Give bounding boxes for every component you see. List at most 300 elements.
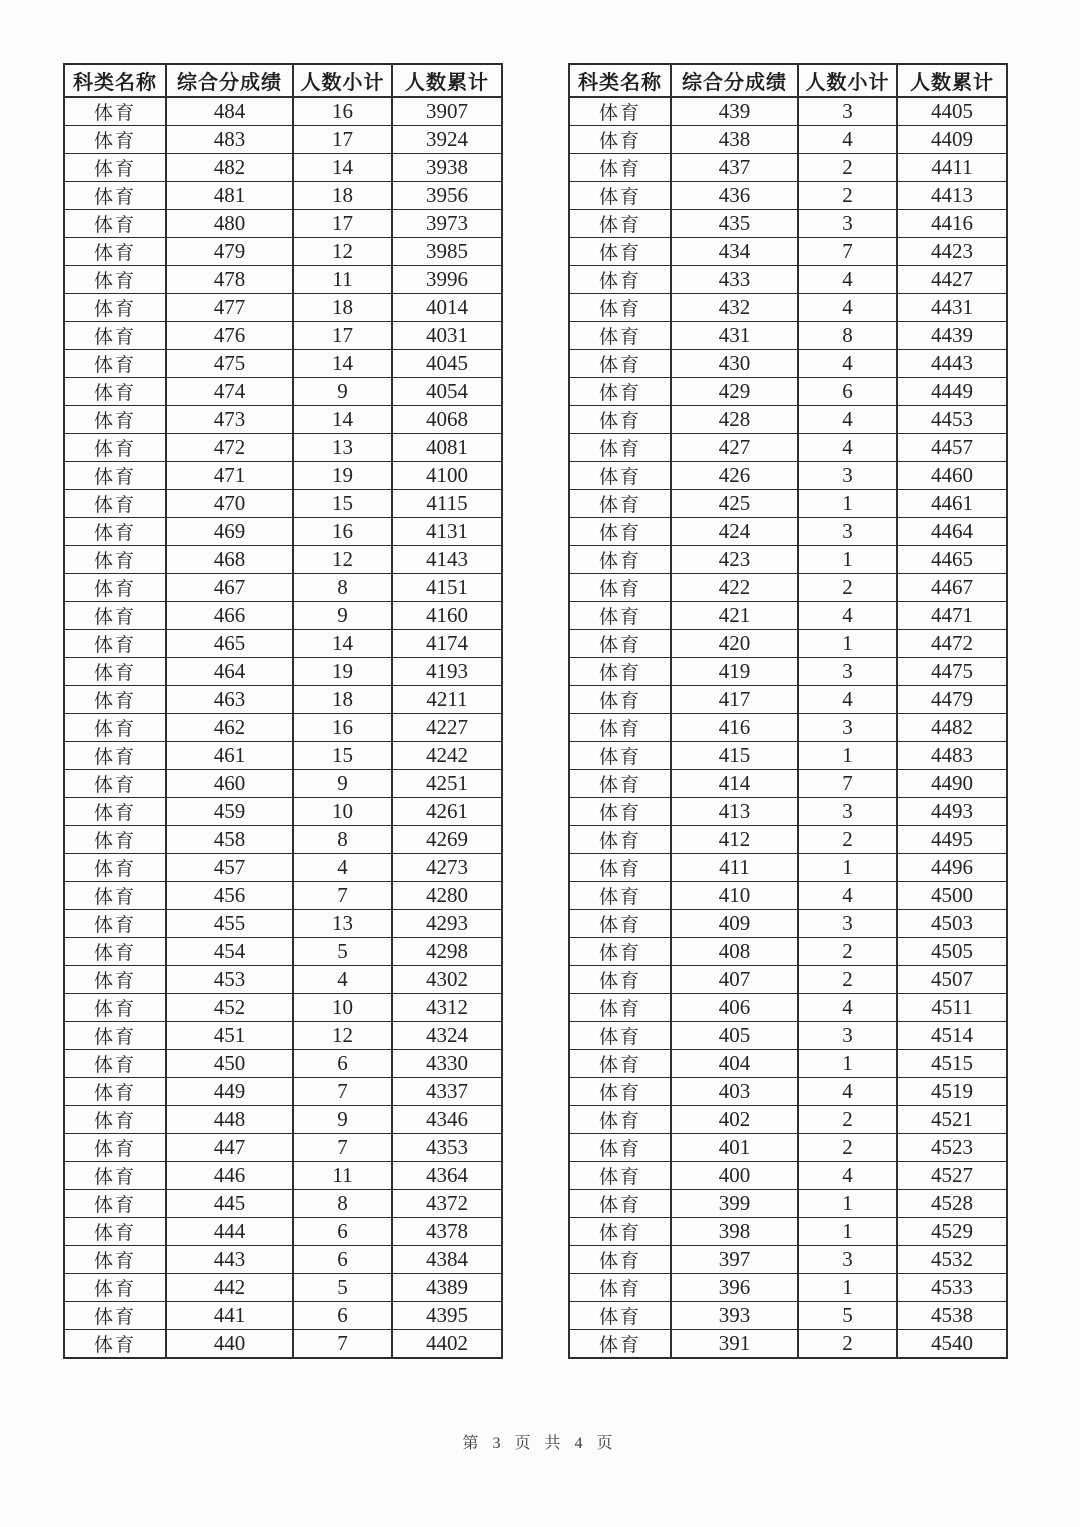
table-cell: 2 [798,826,897,854]
table-cell: 413 [671,798,798,826]
table-cell: 436 [671,182,798,210]
table-cell: 体育 [64,1330,166,1359]
score-table-left [63,63,503,1359]
table-cell: 体育 [569,826,671,854]
table-cell: 3924 [392,126,502,154]
column-header: 科类名称 [64,64,166,97]
table-cell: 410 [671,882,798,910]
table-cell: 4045 [392,350,502,378]
table-cell: 4 [798,882,897,910]
table-cell: 4 [798,294,897,322]
column-header: 科类名称 [569,64,671,97]
table-cell: 体育 [569,1134,671,1162]
table-row [64,966,502,994]
table-cell: 1 [798,490,897,518]
table-cell: 443 [166,1246,293,1274]
table-row [64,490,502,518]
table-cell: 体育 [569,210,671,238]
table-cell: 3 [798,210,897,238]
table-cell: 体育 [64,490,166,518]
table-cell: 体育 [569,1162,671,1190]
table-row [64,1050,502,1078]
table-row [64,182,502,210]
table-cell: 6 [293,1218,392,1246]
table-cell: 体育 [64,882,166,910]
table-cell: 391 [671,1330,798,1359]
table-cell: 体育 [569,686,671,714]
table-cell: 4533 [897,1274,1007,1302]
table-cell: 397 [671,1246,798,1274]
table-cell: 3985 [392,238,502,266]
table-cell: 4411 [897,154,1007,182]
table-cell: 4 [798,266,897,294]
table-cell: 4460 [897,462,1007,490]
table-cell: 体育 [64,574,166,602]
table-cell: 体育 [64,1302,166,1330]
table-cell: 体育 [569,1274,671,1302]
table-cell: 体育 [569,490,671,518]
table-cell: 体育 [64,1246,166,1274]
table-cell: 483 [166,126,293,154]
table-cell: 4514 [897,1022,1007,1050]
table-row [569,910,1007,938]
table-cell: 4160 [392,602,502,630]
table-cell: 4273 [392,854,502,882]
table-row [64,322,502,350]
table-cell: 体育 [569,406,671,434]
column-header: 人数小计 [798,64,897,97]
page-footer: 第 3 页 共 4 页 [462,1435,618,1452]
table-cell: 4115 [392,490,502,518]
table-cell: 4100 [392,462,502,490]
table-cell: 13 [293,434,392,462]
table-cell: 414 [671,770,798,798]
table-row [569,518,1007,546]
table-cell: 体育 [64,1274,166,1302]
table-row [569,490,1007,518]
table-cell: 14 [293,350,392,378]
table-cell: 4 [293,854,392,882]
table-row [569,97,1007,126]
table-row [64,854,502,882]
table-cell: 2 [798,1330,897,1359]
table-cell: 1 [798,630,897,658]
table-cell: 428 [671,406,798,434]
table-cell: 体育 [64,994,166,1022]
table-row [569,1106,1007,1134]
table-cell: 4409 [897,126,1007,154]
table-cell: 体育 [569,882,671,910]
table-cell: 420 [671,630,798,658]
table-cell: 5 [293,938,392,966]
table-cell: 3 [798,910,897,938]
table-row [569,182,1007,210]
table-cell: 452 [166,994,293,1022]
table-cell: 体育 [569,574,671,602]
table-cell: 体育 [64,1050,166,1078]
table-cell: 4337 [392,1078,502,1106]
table-cell: 3973 [392,210,502,238]
table-cell: 481 [166,182,293,210]
table-cell: 4 [798,434,897,462]
table-cell: 4493 [897,798,1007,826]
table-cell: 体育 [64,714,166,742]
table-row [569,434,1007,462]
table-row [64,1274,502,1302]
table-cell: 11 [293,266,392,294]
table-row [569,294,1007,322]
table-cell: 4527 [897,1162,1007,1190]
table-row [569,658,1007,686]
table-cell: 4532 [897,1246,1007,1274]
table-cell: 体育 [569,350,671,378]
table-cell: 4482 [897,714,1007,742]
table-cell: 482 [166,154,293,182]
table-row [569,826,1007,854]
table-cell: 457 [166,854,293,882]
table-cell: 7 [798,770,897,798]
table-cell: 体育 [64,966,166,994]
table-row [64,1134,502,1162]
table-cell: 体育 [64,658,166,686]
table-cell: 4389 [392,1274,502,1302]
table-row [569,1078,1007,1106]
table-cell: 体育 [569,546,671,574]
table-cell: 4490 [897,770,1007,798]
table-cell: 12 [293,238,392,266]
table-cell: 体育 [569,97,671,126]
table-row [569,742,1007,770]
table-cell: 体育 [64,770,166,798]
table-row [569,1246,1007,1274]
table-row [569,686,1007,714]
table-cell: 体育 [64,1078,166,1106]
table-row [64,1106,502,1134]
table-cell: 469 [166,518,293,546]
table-cell: 体育 [64,182,166,210]
table-cell: 体育 [569,910,671,938]
table-cell: 1 [798,1274,897,1302]
table-row [569,574,1007,602]
table-cell: 10 [293,994,392,1022]
table-cell: 3996 [392,266,502,294]
table-cell: 体育 [569,966,671,994]
table-row [64,630,502,658]
table-cell: 体育 [64,294,166,322]
table-cell: 3938 [392,154,502,182]
table-cell: 体育 [569,658,671,686]
table-cell: 3907 [392,97,502,126]
table-cell: 466 [166,602,293,630]
table-cell: 1 [798,854,897,882]
table-row [64,1162,502,1190]
table-cell: 472 [166,434,293,462]
table-cell: 3 [798,1246,897,1274]
table-cell: 体育 [569,938,671,966]
column-header: 人数累计 [897,64,1007,97]
table-cell: 4251 [392,770,502,798]
table-row [64,1246,502,1274]
table-cell: 19 [293,462,392,490]
table-row [64,770,502,798]
table-cell: 7 [293,1078,392,1106]
table-cell: 4402 [392,1330,502,1359]
table-cell: 2 [798,938,897,966]
table-cell: 4500 [897,882,1007,910]
table-cell: 体育 [569,1302,671,1330]
table-cell: 393 [671,1302,798,1330]
table-row [569,1330,1007,1359]
table-cell: 9 [293,378,392,406]
table-cell: 471 [166,462,293,490]
table-cell: 3 [798,518,897,546]
table-cell: 465 [166,630,293,658]
table-cell: 459 [166,798,293,826]
table-cell: 7 [293,882,392,910]
table-cell: 4211 [392,686,502,714]
table-row [569,714,1007,742]
table-cell: 3 [798,798,897,826]
table-cell: 430 [671,350,798,378]
table-cell: 4143 [392,546,502,574]
table-cell: 4014 [392,294,502,322]
table-cell: 5 [293,1274,392,1302]
table-row [64,294,502,322]
table-cell: 3 [798,1022,897,1050]
table-cell: 体育 [569,518,671,546]
table-cell: 4384 [392,1246,502,1274]
table-cell: 429 [671,378,798,406]
table-cell: 4 [798,994,897,1022]
table-cell: 449 [166,1078,293,1106]
table-cell: 454 [166,938,293,966]
table-row [64,1218,502,1246]
table-cell: 体育 [569,294,671,322]
table-cell: 404 [671,1050,798,1078]
table-cell: 4 [798,1078,897,1106]
table-cell: 408 [671,938,798,966]
table-cell: 4378 [392,1218,502,1246]
table-cell: 体育 [64,630,166,658]
table-cell: 4515 [897,1050,1007,1078]
table-row [64,1302,502,1330]
table-cell: 1 [798,742,897,770]
table-cell: 4475 [897,658,1007,686]
table-row [569,462,1007,490]
table-cell: 体育 [569,1246,671,1274]
table-cell: 7 [293,1330,392,1359]
table-cell: 437 [671,154,798,182]
table-cell: 4298 [392,938,502,966]
table-cell: 4346 [392,1106,502,1134]
table-row [64,1078,502,1106]
table-cell: 体育 [569,126,671,154]
table-cell: 4505 [897,938,1007,966]
table-row [569,630,1007,658]
table-cell: 416 [671,714,798,742]
table-cell: 444 [166,1218,293,1246]
table-row [64,462,502,490]
table-cell: 13 [293,910,392,938]
table-cell: 403 [671,1078,798,1106]
table-cell: 447 [166,1134,293,1162]
table-cell: 455 [166,910,293,938]
table-cell: 体育 [569,1330,671,1359]
table-row [64,238,502,266]
table-cell: 体育 [569,238,671,266]
table-row [64,938,502,966]
table-cell: 体育 [569,630,671,658]
table-cell: 体育 [64,1106,166,1134]
table-cell: 417 [671,686,798,714]
column-header: 综合分成绩 [671,64,798,97]
table-cell: 398 [671,1218,798,1246]
table-cell: 体育 [64,742,166,770]
table-cell: 4453 [897,406,1007,434]
table-row [569,882,1007,910]
table-cell: 4427 [897,266,1007,294]
table-cell: 体育 [569,770,671,798]
table-cell: 435 [671,210,798,238]
table-cell: 446 [166,1162,293,1190]
table-cell: 4081 [392,434,502,462]
table-cell: 9 [293,602,392,630]
table-cell: 10 [293,798,392,826]
table-cell: 8 [798,322,897,350]
table-cell: 4461 [897,490,1007,518]
table-cell: 475 [166,350,293,378]
tables-row [63,63,1008,1359]
table-cell: 422 [671,574,798,602]
table-row [64,350,502,378]
table-row [569,854,1007,882]
table-cell: 4529 [897,1218,1007,1246]
table-cell: 441 [166,1302,293,1330]
table-cell: 4449 [897,378,1007,406]
table-row [569,1274,1007,1302]
table-row [64,826,502,854]
table-cell: 480 [166,210,293,238]
table-cell: 7 [293,1134,392,1162]
table-cell: 427 [671,434,798,462]
table-cell: 409 [671,910,798,938]
table-cell: 体育 [64,854,166,882]
table-row [569,350,1007,378]
table-row [64,1330,502,1359]
table-cell: 3956 [392,182,502,210]
table-cell: 18 [293,182,392,210]
table-cell: 461 [166,742,293,770]
table-cell: 4443 [897,350,1007,378]
table-cell: 4479 [897,686,1007,714]
table-cell: 4439 [897,322,1007,350]
table-cell: 479 [166,238,293,266]
table-row [64,742,502,770]
table-cell: 4 [798,602,897,630]
table-row [64,406,502,434]
table-row [64,378,502,406]
table-row [64,434,502,462]
table-cell: 458 [166,826,293,854]
table-cell: 445 [166,1190,293,1218]
table-cell: 14 [293,406,392,434]
table-row [569,938,1007,966]
score-table-right [568,63,1008,1359]
table-cell: 8 [293,1190,392,1218]
table-cell: 体育 [64,686,166,714]
table-cell: 4312 [392,994,502,1022]
table-cell: 体育 [64,1218,166,1246]
table-cell: 16 [293,97,392,126]
table-cell: 体育 [64,1162,166,1190]
table-cell: 8 [293,574,392,602]
table-cell: 体育 [64,154,166,182]
table-cell: 体育 [64,350,166,378]
table-cell: 4031 [392,322,502,350]
table-cell: 体育 [569,1190,671,1218]
table-cell: 体育 [64,1022,166,1050]
table-cell: 411 [671,854,798,882]
table-cell: 4269 [392,826,502,854]
table-cell: 4068 [392,406,502,434]
table-cell: 460 [166,770,293,798]
table-cell: 4151 [392,574,502,602]
table-header-row [64,64,502,97]
table-cell: 1 [798,1190,897,1218]
table-cell: 4174 [392,630,502,658]
table-cell: 396 [671,1274,798,1302]
table-cell: 4242 [392,742,502,770]
table-row [569,1050,1007,1078]
table-cell: 448 [166,1106,293,1134]
table-cell: 399 [671,1190,798,1218]
table-cell: 4 [798,406,897,434]
table-cell: 4495 [897,826,1007,854]
table-row [64,798,502,826]
table-cell: 体育 [64,826,166,854]
table-cell: 4372 [392,1190,502,1218]
table-cell: 433 [671,266,798,294]
table-cell: 2 [798,1106,897,1134]
table-cell: 3 [798,658,897,686]
table-cell: 468 [166,546,293,574]
column-header: 人数小计 [293,64,392,97]
table-row [569,966,1007,994]
table-cell: 体育 [569,1218,671,1246]
table-cell: 体育 [64,1134,166,1162]
table-cell: 15 [293,490,392,518]
table-cell: 439 [671,97,798,126]
table-cell: 440 [166,1330,293,1359]
table-cell: 体育 [569,854,671,882]
table-cell: 18 [293,294,392,322]
table-cell: 442 [166,1274,293,1302]
table-cell: 体育 [569,266,671,294]
table-cell: 4511 [897,994,1007,1022]
table-cell: 4405 [897,97,1007,126]
table-cell: 3 [798,462,897,490]
table-cell: 体育 [569,182,671,210]
table-cell: 4261 [392,798,502,826]
table-cell: 4227 [392,714,502,742]
table-cell: 4 [293,966,392,994]
table-cell: 424 [671,518,798,546]
table-row [64,266,502,294]
table-row [64,97,502,126]
table-cell: 4293 [392,910,502,938]
table-cell: 4523 [897,1134,1007,1162]
table-cell: 4330 [392,1050,502,1078]
